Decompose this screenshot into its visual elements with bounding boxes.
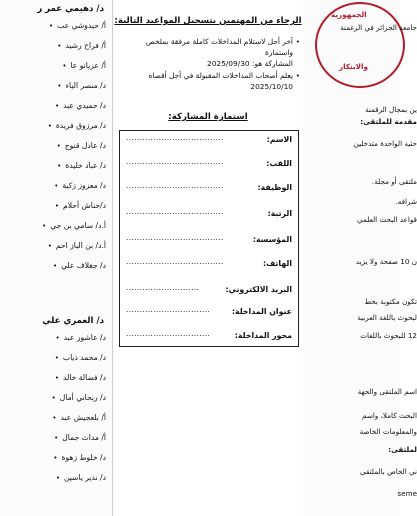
committee-1-list [42,16,106,276]
committee-member: د/حناش أحلام • [42,196,106,216]
committee-member: أ/ حيدوشي عب • [42,16,106,36]
form-field-blank[interactable]: .................................... [126,157,224,166]
form-field-label: البريد الالكتروني: [225,285,292,294]
form-row [120,281,298,303]
committee-member: د/ معزوز زكية • [42,176,106,196]
form-field-label: الوظيفة: [257,183,292,192]
rules-line-16: ني الخاص بالملتقى [360,467,417,476]
participation-form [119,130,299,347]
rules-line-14: والمعلومات الخاصة [359,427,417,436]
committee-member: د/ جغلاف علي • [42,256,106,276]
form-row [120,303,298,325]
committee-member: د/ ربحاني أمال • [52,388,106,408]
committee-member: د/ محمد ذياب • [52,348,106,368]
deadline-1-line1: آخر أجل لاستلام المداخلات كاملة مرفقة بملخص واستمارة [145,37,293,57]
form-row [120,231,298,253]
organizing-committee-panel [0,0,112,516]
rules-line-10: لبحوث باللغة العربية [357,313,417,322]
deadline-1-line2: المشاركة هو: 2025/09/30 [207,59,293,68]
form-field-blank[interactable]: .................................... [126,207,224,216]
committee-1-title: د/ دهيمي عمر ر [37,4,104,14]
rules-line-4: حثية الواحدة متدخلين [353,139,417,148]
deadline-2-line1: يعلم أصحاب المداخلات المقبولة في أجل أقصاه [148,71,293,80]
form-field-label: الاسم: [266,135,292,144]
form-field-blank[interactable]: .................................... [126,181,224,190]
stamp-line-1: الجمهورية [331,10,367,19]
form-field-label: اللقب: [266,159,292,168]
committee-member: د/ عباد خليدة • [42,156,106,176]
form-field-label: الهاتف: [262,259,292,268]
deadline-2 [123,70,300,92]
rules-line-17: seme [397,489,417,498]
deadlines-title: الرجاء من المهتمين بتسجيل المواعيد التالية: [114,16,302,26]
committee-member: أ/ عزيانو عا • [42,56,106,76]
committee-member: أ/ مداث جمال • [52,428,106,448]
registration-panel [113,0,303,516]
form-row [120,327,298,349]
committee-2-list [52,328,106,488]
rules-line-11: 12 للبحوث باللغات [360,331,417,340]
committee-member: د/ حميدي عبد • [42,96,106,116]
deadline-2-line2: 2025/10/10 [250,82,293,91]
form-field-label: محور المداخلة: [234,331,292,340]
rules-line-1: جامعة الجزائر في الرغمنة [340,23,417,32]
committee-member: د/ خلوط زهوة • [52,448,106,468]
rules-line-15: لملتقى: [388,445,417,454]
form-field-blank[interactable]: .................................... [126,233,224,242]
rules-line-2: ين بمجال الرقمنة [364,105,417,114]
committee-member: د/ عاشور عبد • [52,328,106,348]
form-title: استمارة المشاركة: [168,112,248,122]
form-field-label: الرتبة: [267,209,292,218]
form-field-blank[interactable]: .................................... [126,257,224,266]
committee-member: د/ عادل قنوج • [42,136,106,156]
committee-member: د/ منصر الياء • [42,76,106,96]
rules-line-6: شرافه. [395,197,417,206]
committee-member: أ.د/ سامي بن جي • [42,216,106,236]
form-row [120,255,298,277]
form-field-blank[interactable]: .................................... [126,133,224,142]
rules-line-12: اسم الملتقى والجهة [357,387,417,396]
rules-line-13: البحث كاملا، واسم [362,411,417,420]
committee-member: د/ مرزوق فريدة • [42,116,106,136]
bullet-icon: • [295,71,300,80]
committee-member: د/ نذير ياسين • [52,468,106,488]
rules-panel [303,0,417,516]
rules-line-7: قواعد البحث العلمي [356,215,417,224]
form-row [120,131,298,153]
form-row [120,155,298,177]
form-row [120,179,298,201]
bullet-icon: • [295,37,300,46]
form-field-blank[interactable]: ............................... [126,305,211,314]
rules-line-9: تكون مكتوبة بخط [364,297,417,306]
committee-2-title: د/ العمري علي [42,316,104,326]
stamp-line-2: والابتكار [339,62,368,71]
university-stamp [315,2,405,88]
form-field-label: المؤسسة: [252,235,292,244]
rules-line-5: ملتقى أو مجلة. [371,177,417,186]
form-row [120,205,298,227]
committee-member: د/ فضالة خالد • [52,368,106,388]
committee-member: أ.د/ بن الباز احم • [42,236,106,256]
committee-member: أ/ بلعجيش عبد • [52,408,106,428]
form-field-blank[interactable]: ........................... [126,283,200,292]
form-field-blank[interactable]: ............................... [126,329,211,338]
form-field-label: عنوان المداخلة: [231,307,292,316]
deadline-1 [123,36,300,69]
committee-member: أ/ فراح رشيد • [42,36,106,56]
rules-line-8: ن 10 صفحة ولا يزيد [355,257,417,266]
rules-heading: مقدمة للملتقى: [360,117,417,126]
